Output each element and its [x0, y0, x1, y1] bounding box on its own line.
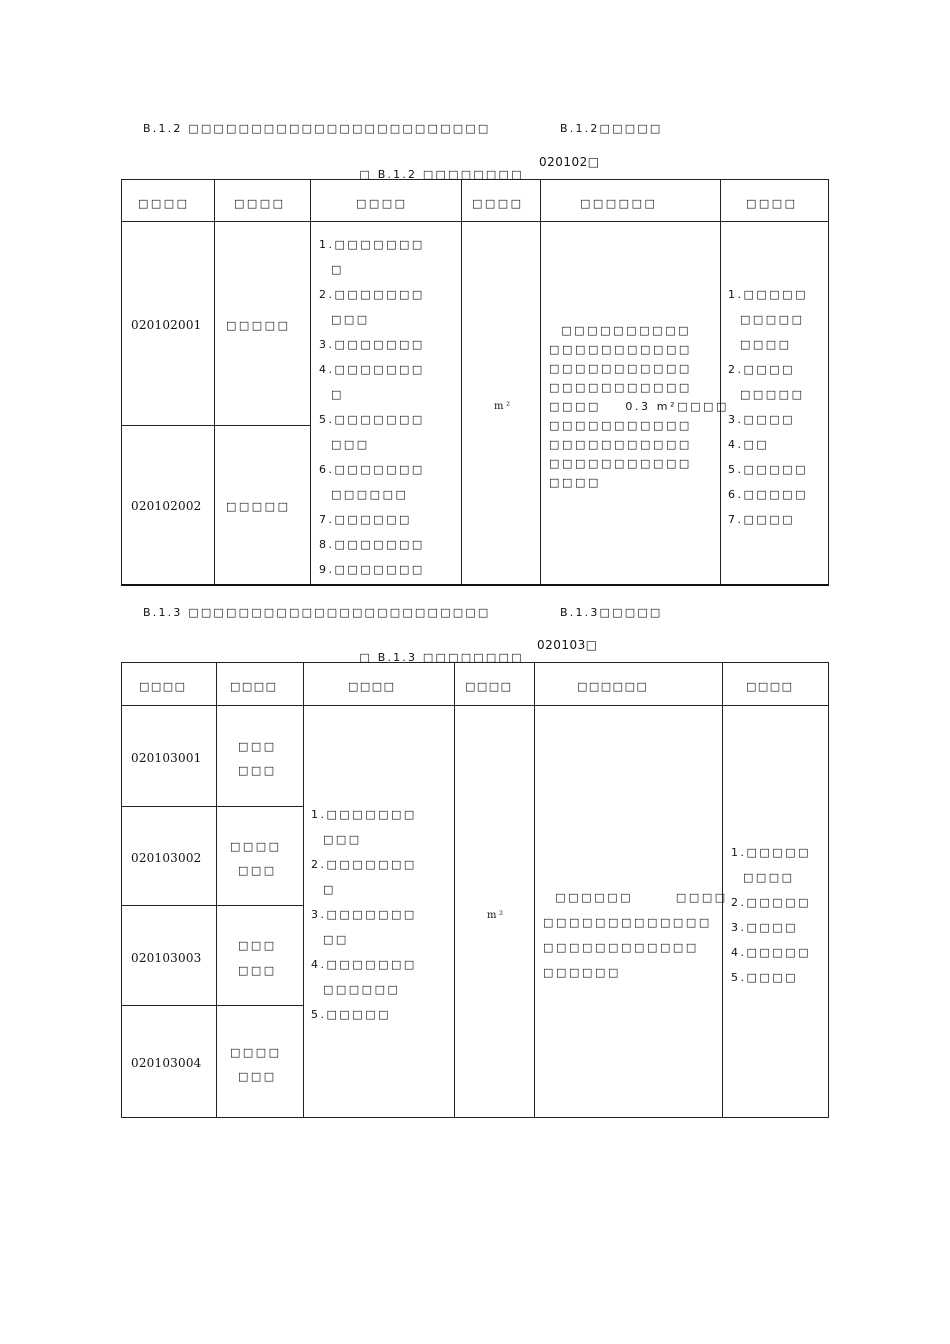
table-b12-title-code: 020102□: [539, 155, 600, 169]
list-item: □: [319, 388, 344, 401]
list-item: 1.□□□□□□□: [319, 238, 425, 251]
table-b13-title-code: 020103□: [537, 638, 598, 652]
list-item: □□□□□: [728, 313, 805, 326]
row-name: □□□: [238, 764, 277, 777]
list-item: 4.□□□□□□□: [311, 958, 417, 971]
row-name: □□□: [238, 1070, 277, 1083]
row-name: □□□: [238, 740, 277, 753]
table-b12-title: [348, 155, 524, 181]
section-b13-heading-right: B.1.3□□□□□: [560, 606, 663, 619]
list-item: 6.□□□□□□□: [319, 463, 425, 476]
header-project-features: □□□□: [348, 680, 396, 693]
row-code: 020103002: [131, 851, 202, 865]
list-item: 2.□□□□□□□: [311, 858, 417, 871]
table-b13-title-prefix: □ B.1.3 □□□□□□□□: [359, 651, 524, 664]
header-project-code: □□□□: [138, 197, 190, 210]
list-item: 6.□□□□□: [728, 488, 808, 501]
list-item: 4.□□□□□□□: [319, 363, 425, 376]
calc-rule-text: □□□□□□□□□□ □□□□□□□□□□□ □□□□□□□□□□□ □□□□□□□□□□□ □□□□ 0.3 m²□□□□ □□□□□□□□□□□ □□□□□□□□□□□ □□□□□□□□□□□ □□□□: [549, 324, 730, 489]
features-list: [311, 802, 417, 1027]
header-work-content: □□□□: [746, 197, 798, 210]
unit-label: m²: [494, 401, 513, 412]
unit-label: m²: [487, 910, 506, 921]
calc-rule-text: □□□□□□ □□□□ □□□□□□□□□□□□□ □□□□□□□□□□□□ □□□□□□: [543, 891, 728, 979]
header-project-name: □□□□: [234, 197, 286, 210]
section-b12-heading: B.1.2 □□□□□□□□□□□□□□□□□□□□□□□□: [143, 122, 491, 135]
list-item: □□□: [319, 438, 370, 451]
list-item: 3.□□□□□□□: [319, 338, 425, 351]
header-unit: □□□□: [472, 197, 524, 210]
row-name: □□□□: [230, 1046, 282, 1059]
list-item: □□□□: [731, 871, 795, 884]
list-item: 1.□□□□□: [731, 846, 811, 859]
row-code: 020102002: [131, 499, 202, 513]
list-item: □□□□□: [728, 388, 805, 401]
table-b12-title-prefix: □ B.1.2 □□□□□□□□: [359, 168, 524, 181]
row-name: □□□: [238, 939, 277, 952]
header-project-name: □□□□: [230, 680, 278, 693]
list-item: 3.□□□□: [731, 921, 799, 934]
work-content-list: [728, 282, 808, 532]
list-item: 1.□□□□□: [728, 288, 808, 301]
table-b13-title: [348, 638, 524, 664]
row-code: 020103004: [131, 1056, 202, 1070]
list-item: 7.□□□□□□: [319, 513, 412, 526]
features-list: [319, 232, 425, 582]
list-item: □□: [311, 933, 349, 946]
list-item: 2.□□□□□: [731, 896, 811, 909]
header-project-features: □□□□: [356, 197, 408, 210]
list-item: 3.□□□□: [728, 413, 796, 426]
row-code: 020102001: [131, 318, 202, 332]
list-item: □□□□□□: [311, 983, 401, 996]
list-item: 2.□□□□□□□: [319, 288, 425, 301]
section-b12-heading-right: B.1.2□□□□□: [560, 122, 663, 135]
list-item: 8.□□□□□□□: [319, 538, 425, 551]
list-item: □□□: [311, 833, 362, 846]
list-item: 7.□□□□: [728, 513, 796, 526]
list-item: □□□: [319, 313, 370, 326]
list-item: 5.□□□□□□□: [319, 413, 425, 426]
header-unit: □□□□: [465, 680, 513, 693]
list-item: □□□□: [728, 338, 792, 351]
row-code: 020103003: [131, 951, 202, 965]
work-content-list: [731, 840, 811, 990]
list-item: 2.□□□□: [728, 363, 796, 376]
list-item: 4.□□: [728, 438, 770, 451]
header-calc-rule: □□□□□□: [580, 197, 658, 210]
section-b13-heading: B.1.3 □□□□□□□□□□□□□□□□□□□□□□□□: [143, 606, 491, 619]
table-b12: [121, 179, 829, 586]
list-item: 5.□□□□: [731, 971, 799, 984]
list-item: 9.□□□□□□□: [319, 563, 425, 576]
list-item: 5.□□□□□: [311, 1008, 391, 1021]
row-name: □□□: [238, 964, 277, 977]
list-item: □: [319, 263, 344, 276]
list-item: □: [311, 883, 336, 896]
header-work-content: □□□□: [746, 680, 794, 693]
table-b13: [121, 662, 829, 1118]
list-item: 1.□□□□□□□: [311, 808, 417, 821]
row-name: □□□□□: [226, 319, 291, 332]
header-project-code: □□□□: [139, 680, 187, 693]
list-item: 5.□□□□□: [728, 463, 808, 476]
list-item: 4.□□□□□: [731, 946, 811, 959]
row-name: □□□□: [230, 840, 282, 853]
list-item: □□□□□□: [319, 488, 409, 501]
list-item: 3.□□□□□□□: [311, 908, 417, 921]
row-code: 020103001: [131, 751, 202, 765]
row-name: □□□□□: [226, 500, 291, 513]
row-name: □□□: [238, 864, 277, 877]
header-calc-rule: □□□□□□: [577, 680, 649, 693]
